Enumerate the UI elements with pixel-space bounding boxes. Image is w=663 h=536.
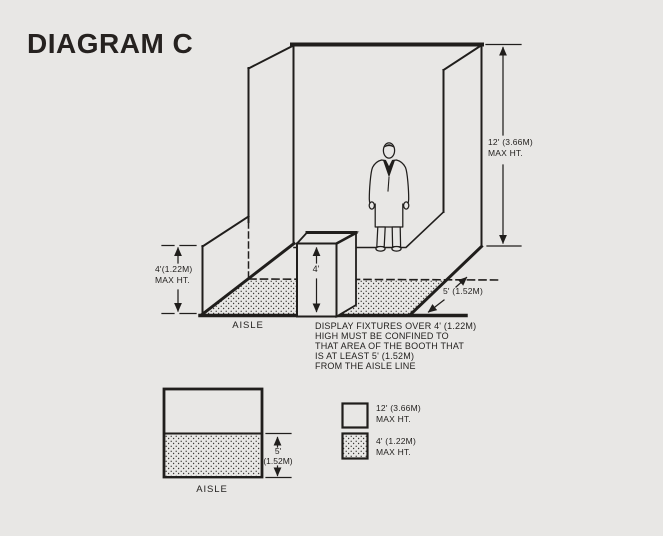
legend-swatches [343,404,368,459]
plan-setback-line1: 5' [274,446,282,456]
left-wall-top-diagonal [249,46,293,69]
legend-4ft-line2: MAX HT. [376,446,411,457]
rule-note-line: IS AT LEAST 5' (1.52M) [315,351,415,361]
fixture-height-label: 4' [312,264,320,274]
setback-label: 5' (1.52M) [443,286,483,296]
rule-note-line: DISPLAY FIXTURES OVER 4' (1.22M) [315,321,477,331]
legend-swatch-4ft [343,434,368,459]
booth-3d-drawing [162,44,521,478]
legend-swatch-12ft [343,404,368,428]
side-wall-dimension-label [155,264,192,285]
low-wall-top-edge [203,217,249,247]
plan-setback-line2: (1.52M) [263,455,293,466]
legend-12ft-line1: 12' (3.66M) [376,403,421,413]
plan-setback-dimension-label [258,447,298,466]
rule-note [315,321,476,371]
rule-note-line: FROM THE AISLE LINE [315,361,416,371]
legend-4ft-line1: 4' (1.22M) [376,436,416,446]
person-figure [369,143,409,251]
legend-item-4ft-label [376,436,416,457]
plan-stipple-zone [166,435,261,477]
back-wall-dim-line2: MAX HT. [488,147,523,158]
rule-note-line: THAT AREA OF THE BOOTH THAT [315,341,465,351]
legend-12ft-line2: MAX HT. [376,413,411,424]
back-wall-dim-line1: 12' (3.66M) [488,137,533,147]
aisle-label-plan: AISLE [196,484,228,495]
side-wall-dim-line1: 4'(1.22M) [155,264,193,274]
rule-note-line: HIGH MUST BE CONFINED TO [315,331,449,341]
side-wall-dim-line2: MAX HT. [155,274,190,285]
page-title: DIAGRAM C [27,28,194,59]
right-wall-top-diagonal [444,46,482,71]
legend-item-12ft-label [376,403,421,424]
display-fixture-box [297,233,356,317]
aisle-label-main: AISLE [232,320,264,331]
back-wall-dimension-label [488,137,533,158]
